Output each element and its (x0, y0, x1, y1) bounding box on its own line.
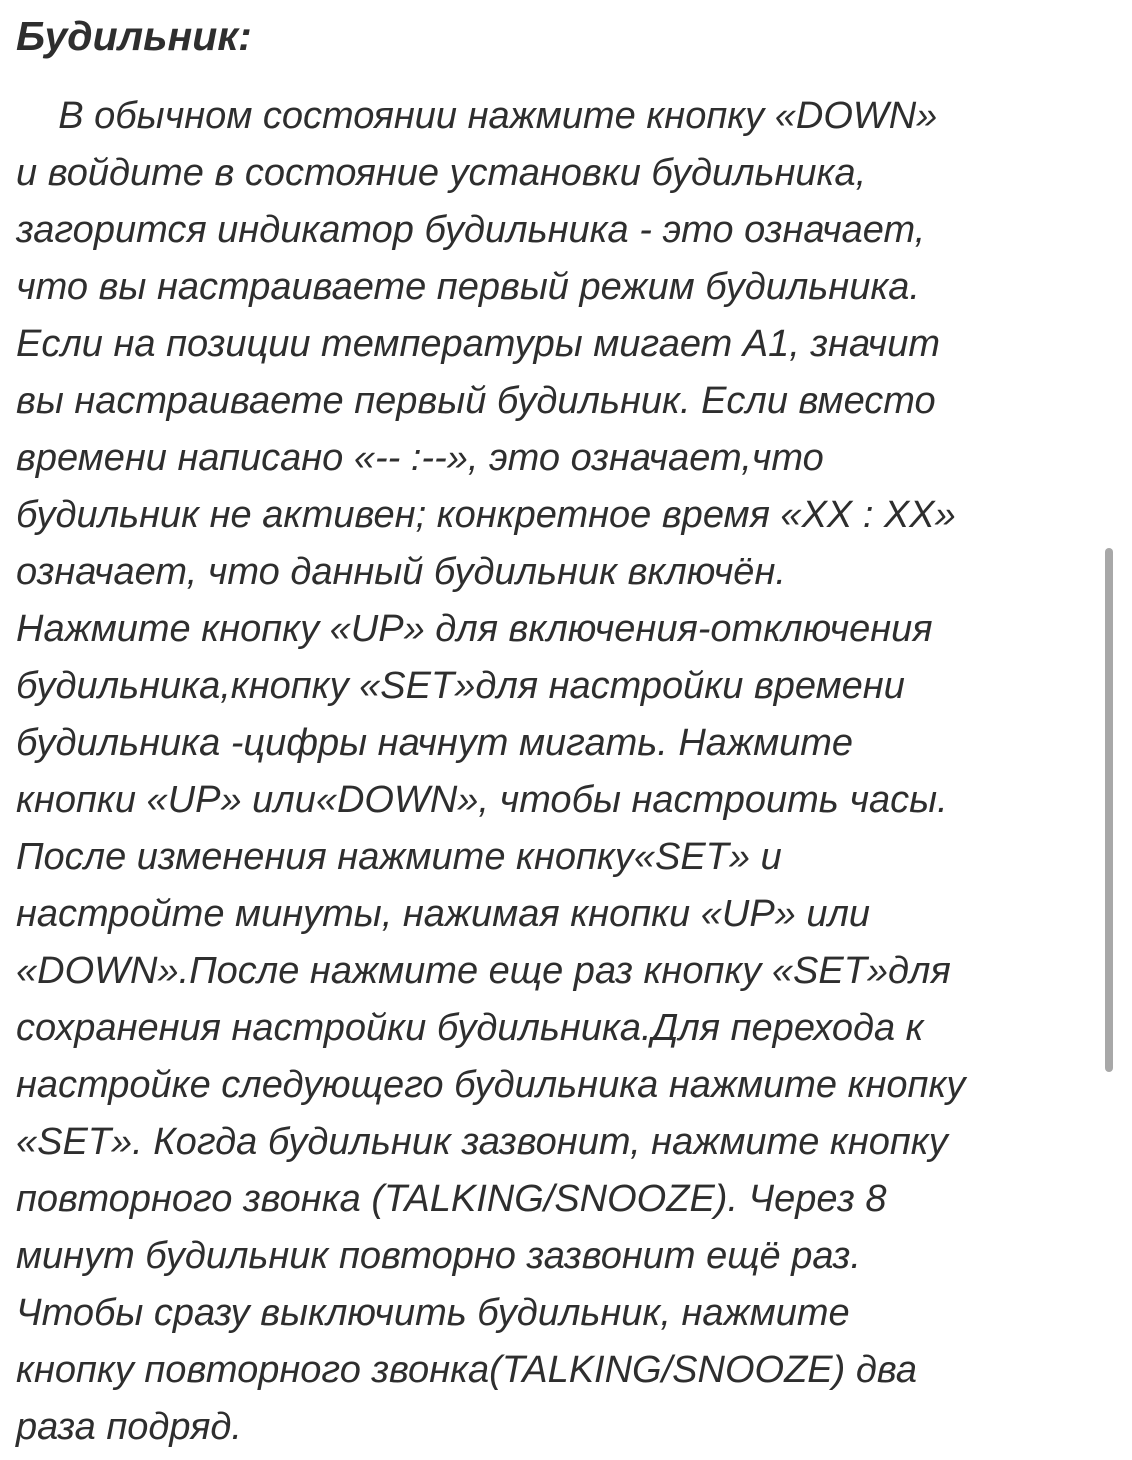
paragraph-line: загорится индикатор будильника - это означает, (16, 209, 926, 251)
paragraph-line: что вы настраиваете первый режим будильника. (16, 266, 920, 308)
paragraph-line: «DOWN».После нажмите еще раз кнопку «SET»для (16, 950, 951, 992)
paragraph-line: настройте минуты, нажимая кнопки «UP» или (16, 893, 871, 935)
paragraph-line: и войдите в состояние установки будильника, (16, 152, 867, 194)
alarm-instructions-paragraph (16, 88, 1106, 1456)
paragraph-line: раза подряд. (16, 1406, 242, 1448)
section-heading: Будильник: (16, 13, 252, 59)
paragraph-line: Если на позиции температуры мигает А1, значит (16, 323, 941, 365)
paragraph-line: будильника -цифры начнут мигать. Нажмите (16, 722, 854, 764)
paragraph-line: будильник не активен; конкретное время «XX : XX» (16, 494, 956, 536)
paragraph-line: После изменения нажмите кнопку«SET» и (16, 836, 782, 878)
paragraph-line: будильника,кнопку «SET»для настройки времени (16, 665, 905, 707)
paragraph-line: кнопку повторного звонка(TALKING/SNOOZE) два (16, 1349, 917, 1391)
paragraph-line: означает, что данный будильник включён. (16, 551, 786, 593)
vertical-scrollbar[interactable] (1105, 548, 1113, 1072)
paragraph-line: Чтобы сразу выключить будильник, нажмите (16, 1292, 850, 1334)
paragraph-line: настройке следующего будильника нажмите кнопку (16, 1064, 966, 1106)
paragraph-line: Нажмите кнопку «UP» для включения-отключения (16, 608, 933, 650)
paragraph-line: времени написано «-- :--», это означает,что (16, 437, 824, 479)
paragraph-line: сохранения настройки будильника.Для перехода к (16, 1007, 924, 1049)
paragraph-line: минут будильник повторно зазвонит ещё раз. (16, 1235, 861, 1277)
paragraph-line: «SET». Когда будильник зазвонит, нажмите кнопку (16, 1121, 948, 1163)
paragraph-line: кнопки «UP» или«DOWN», чтобы настроить часы. (16, 779, 948, 821)
paragraph-line: повторного звонка (TALKING/SNOOZE). Через 8 (16, 1178, 887, 1220)
paragraph-line: вы настраиваете первый будильник. Если вместо (16, 380, 936, 422)
paragraph-line: В обычном состоянии нажмите кнопку «DOWN» (16, 95, 938, 137)
